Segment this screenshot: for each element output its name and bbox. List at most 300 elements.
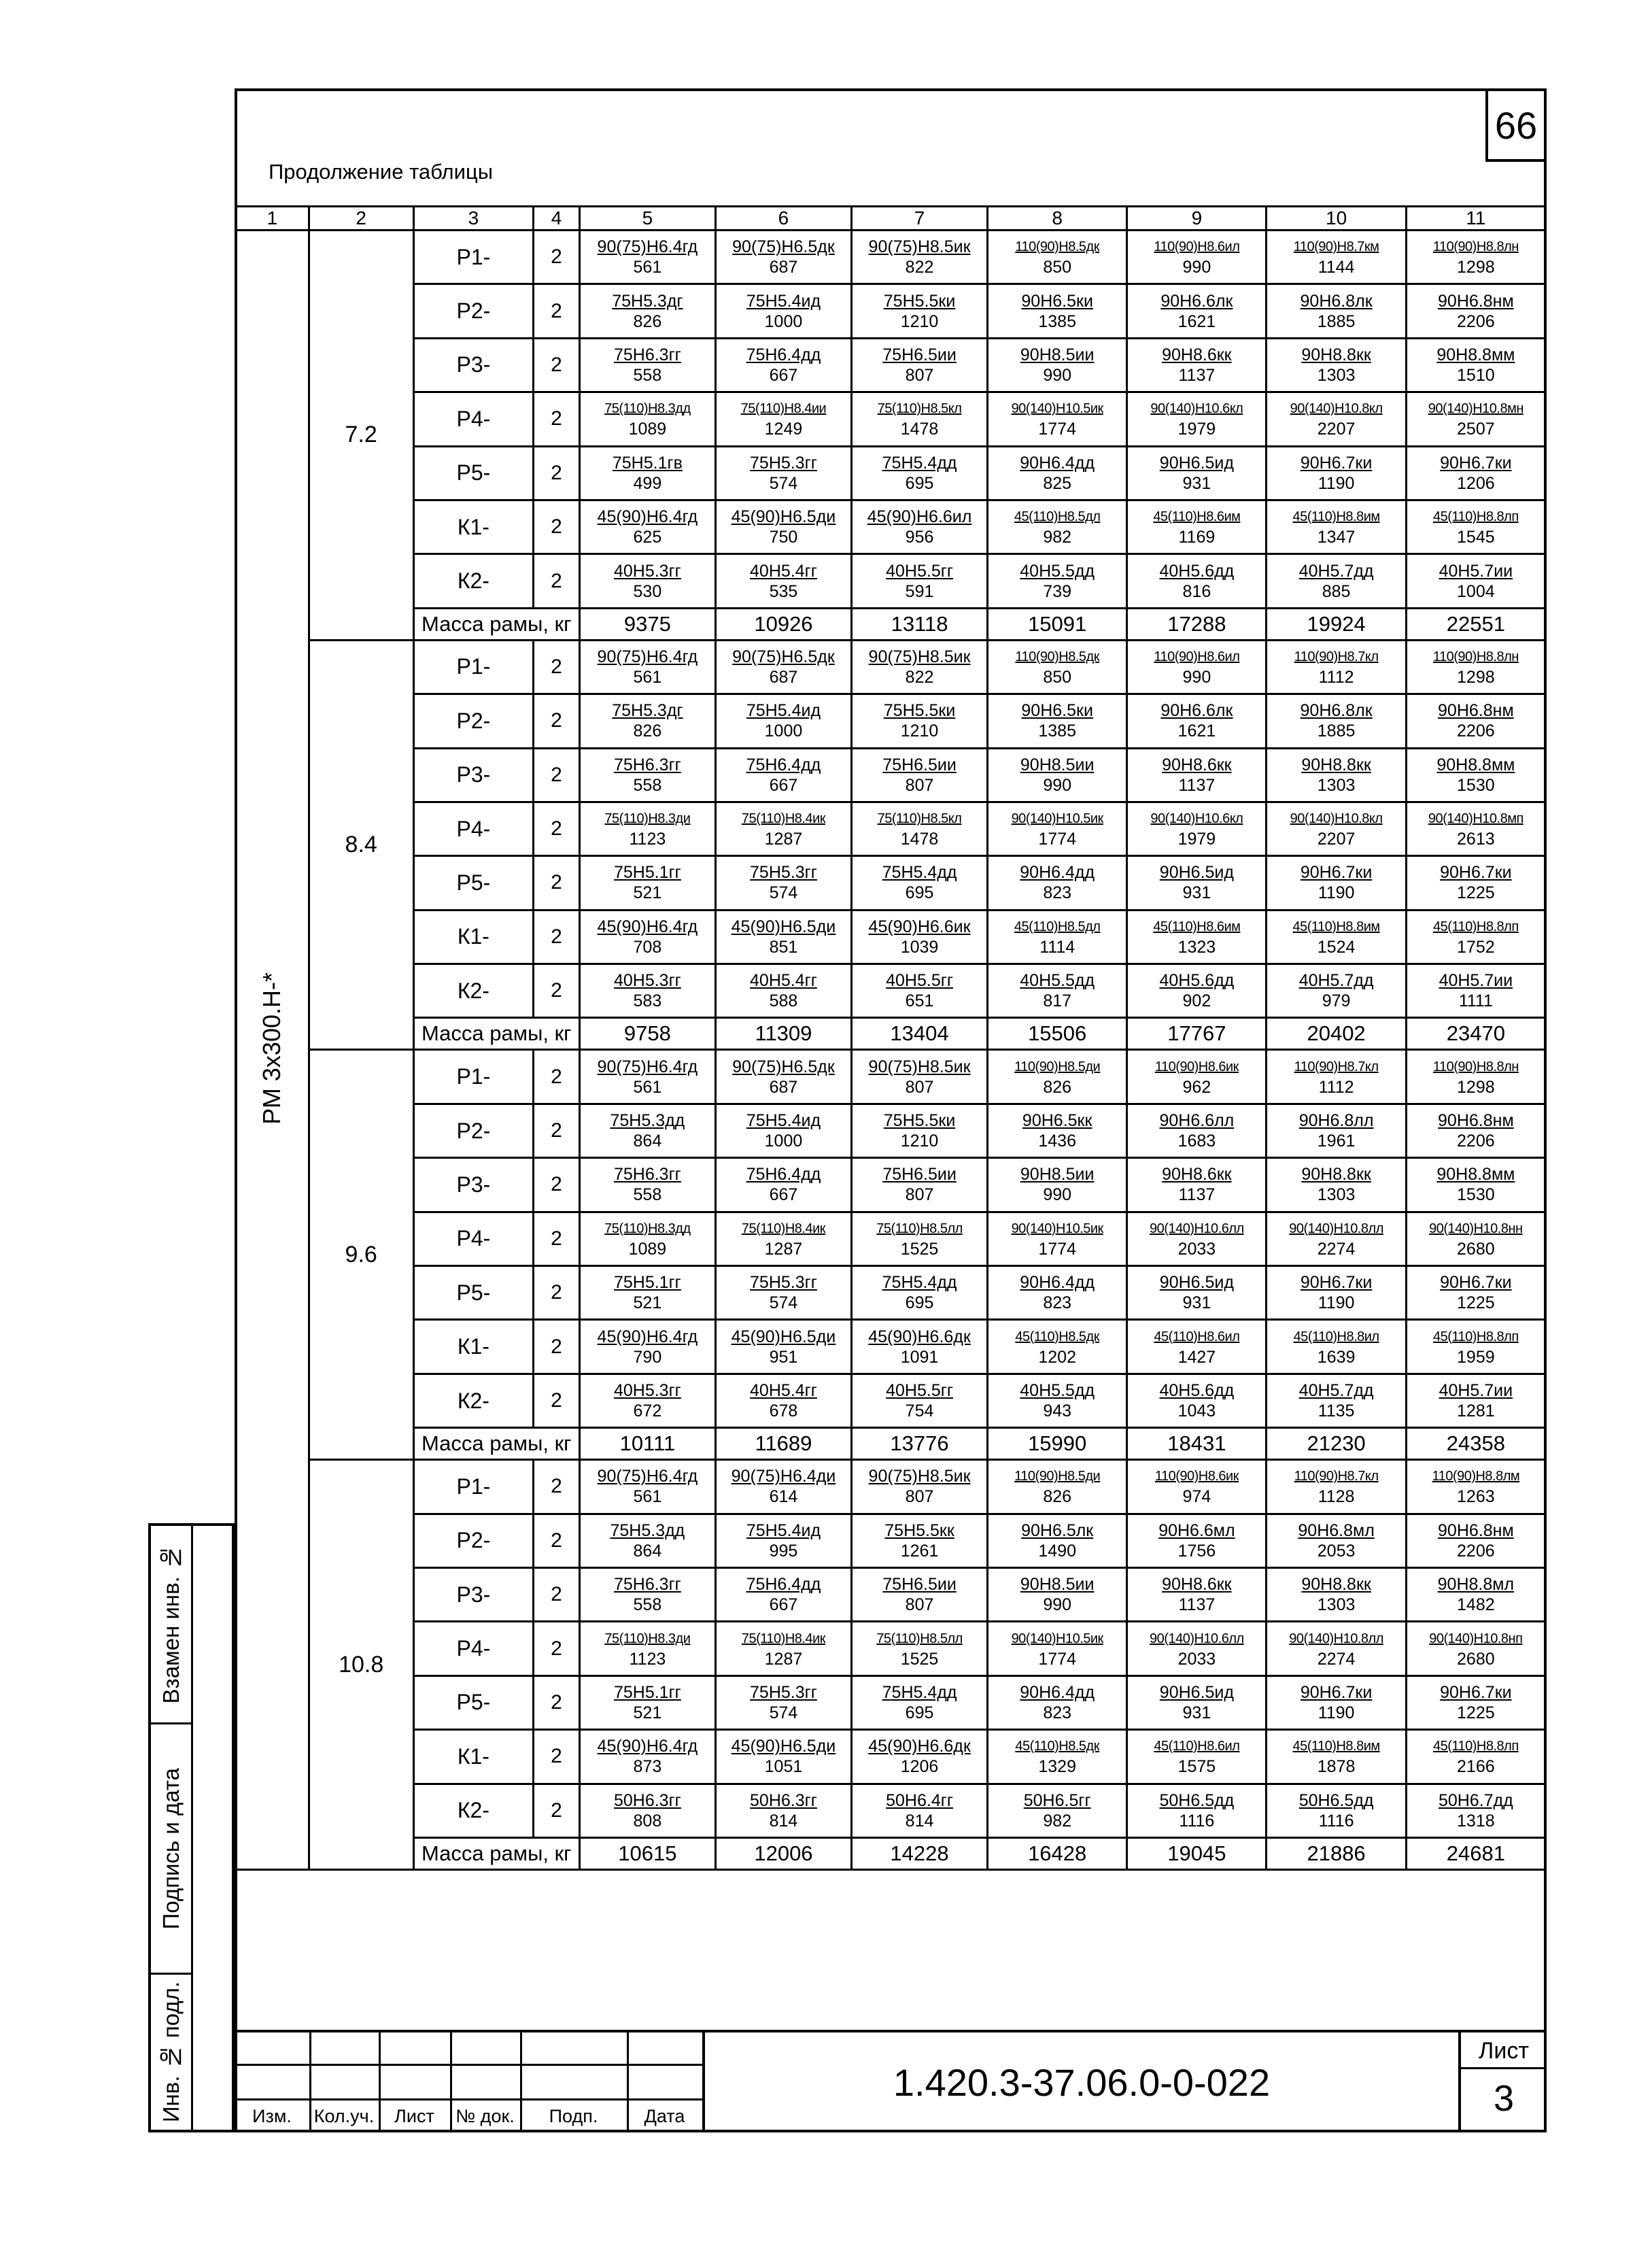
table-cell xyxy=(715,554,851,608)
element-weight: 990 xyxy=(1043,1185,1072,1205)
element-weight: 1135 xyxy=(1318,1401,1355,1420)
element-code: 45(110)Н8.6ил xyxy=(1154,1739,1240,1754)
element-weight: 754 xyxy=(905,1401,934,1420)
element-code: 75Н6.4дд xyxy=(746,345,821,364)
table-row xyxy=(236,392,1546,446)
table-cell xyxy=(1267,1104,1406,1157)
table-cell xyxy=(1267,1567,1406,1621)
table-cell xyxy=(579,1212,715,1265)
element-code: 110(90)Н8.5дк xyxy=(1015,239,1099,255)
element-code: 90(75)Н6.4гд xyxy=(597,1057,698,1076)
element-mark: Р2- xyxy=(413,694,533,748)
element-mark: Р5- xyxy=(413,1675,533,1729)
table-cell xyxy=(1267,1320,1406,1374)
element-weight: 1089 xyxy=(628,420,667,439)
element-code: 75Н6.4дд xyxy=(746,1165,821,1185)
element-weight: 1169 xyxy=(1178,528,1216,547)
element-weight: 1482 xyxy=(1457,1595,1495,1615)
element-weight: 1225 xyxy=(1457,883,1495,903)
table-cell xyxy=(988,1784,1127,1837)
table-cell xyxy=(852,1675,988,1729)
element-code: 90Н8.5ии xyxy=(1020,1165,1095,1185)
element-weight: 558 xyxy=(633,775,662,795)
element-weight: 1112 xyxy=(1318,1077,1354,1097)
element-code: 40Н5.3гг xyxy=(613,561,681,581)
element-weight: 561 xyxy=(633,1487,662,1507)
element-code: 45(110)Н8.5дл xyxy=(1014,919,1101,934)
element-code: 40Н5.7ии xyxy=(1439,561,1513,581)
element-code: 45(90)Н6.4гд xyxy=(597,917,698,936)
table-cell xyxy=(1406,1675,1545,1729)
element-code: 45(110)Н8.8лп xyxy=(1432,919,1519,934)
element-mark: К1- xyxy=(413,1320,533,1374)
element-code: 90Н6.4дд xyxy=(1020,1273,1095,1293)
table-row xyxy=(236,1050,1546,1104)
element-weight: 521 xyxy=(633,1293,662,1313)
element-weight: 990 xyxy=(1182,258,1211,277)
element-code: 40Н5.7дд xyxy=(1298,1381,1374,1400)
table-cell xyxy=(715,964,851,1018)
table-cell xyxy=(715,694,851,748)
element-mark: Р3- xyxy=(413,338,533,392)
element-code: 90Н6.5ид xyxy=(1159,1273,1234,1293)
table-cell xyxy=(852,392,988,446)
element-weight: 1979 xyxy=(1177,830,1216,849)
element-code: 90(75)Н8.5ик xyxy=(868,1057,971,1076)
mass-value: 13404 xyxy=(852,1018,988,1050)
element-quantity: 2 xyxy=(534,1675,580,1729)
element-code: 45(110)Н8.8лп xyxy=(1432,1739,1519,1754)
element-quantity: 2 xyxy=(534,910,580,964)
element-weight: 1885 xyxy=(1317,311,1356,331)
element-code: 75Н5.3гг xyxy=(750,863,817,883)
table-cell xyxy=(1127,338,1267,392)
element-code: 90Н6.7ки xyxy=(1440,1682,1512,1702)
element-weight: 1206 xyxy=(1457,473,1495,493)
element-code: 90Н6.7ки xyxy=(1300,453,1373,473)
tb-label-data: Дата xyxy=(644,2106,685,2126)
element-code: 110(90)Н8.6ил xyxy=(1154,239,1240,255)
table-cell xyxy=(1127,748,1267,802)
table-cell xyxy=(1127,856,1267,910)
element-code: 90Н6.7ки xyxy=(1440,1273,1512,1293)
element-weight: 667 xyxy=(769,775,798,795)
element-code: 45(110)Н8.6им xyxy=(1153,919,1241,934)
table-cell xyxy=(852,1514,988,1567)
element-weight: 1525 xyxy=(900,1239,939,1259)
element-code: 90Н8.8мм xyxy=(1436,345,1515,364)
table-cell xyxy=(852,446,988,500)
element-code: 75Н6.3гг xyxy=(613,1575,681,1595)
table-cell xyxy=(1127,964,1267,1018)
element-weight: 1385 xyxy=(1038,721,1076,741)
element-code: 75Н6.5ии xyxy=(882,1575,957,1595)
element-quantity: 2 xyxy=(534,1374,580,1427)
element-code: 75Н5.1гг xyxy=(613,1682,681,1702)
element-quantity: 2 xyxy=(534,500,580,554)
mass-value: 22551 xyxy=(1406,608,1545,640)
table-cell xyxy=(579,1460,715,1514)
element-code: 75Н5.1гг xyxy=(613,863,681,883)
element-code: 40Н5.4гг xyxy=(750,971,817,991)
element-weight: 1089 xyxy=(628,1239,667,1259)
mass-value: 9758 xyxy=(579,1018,715,1050)
element-weight: 1000 xyxy=(764,311,803,331)
element-code: 75(110)Н8.3дд xyxy=(604,1221,691,1236)
element-code: 45(90)Н6.5ди xyxy=(731,917,836,936)
element-weight: 2207 xyxy=(1317,420,1356,439)
table-row xyxy=(236,748,1546,802)
table-cell xyxy=(1127,1212,1267,1265)
table-cell xyxy=(1127,231,1267,284)
side-stamp-divider xyxy=(191,1526,193,2130)
element-weight: 807 xyxy=(905,365,934,385)
element-weight: 1190 xyxy=(1318,1293,1355,1313)
mass-value: 12006 xyxy=(715,1837,851,1869)
header-col-number: 6 xyxy=(715,207,851,231)
element-code: 110(90)Н8.5ди xyxy=(1014,1469,1101,1484)
table-cell xyxy=(1267,231,1406,284)
element-code: 50Н6.3гг xyxy=(750,1790,817,1810)
table-cell xyxy=(852,500,988,554)
element-code: 75(110)Н8.4ик xyxy=(741,1631,826,1646)
element-weight: 1249 xyxy=(764,420,803,439)
element-code: 90Н6.5ид xyxy=(1159,1682,1234,1702)
table-cell xyxy=(1406,1212,1545,1265)
mass-value: 24358 xyxy=(1406,1428,1545,1460)
element-code: 90(140)Н10.8нн xyxy=(1429,1221,1523,1236)
element-weight: 1137 xyxy=(1178,775,1216,795)
element-code: 40Н5.7ии xyxy=(1439,1381,1513,1400)
table-cell xyxy=(852,1266,988,1320)
element-weight: 1287 xyxy=(764,830,803,849)
element-mark: Р4- xyxy=(413,1622,533,1675)
table-cell xyxy=(1267,1050,1406,1104)
element-weight: 2507 xyxy=(1457,420,1495,439)
mass-value: 17767 xyxy=(1127,1018,1267,1050)
table-row xyxy=(236,231,1546,284)
element-code: 90Н8.8мм xyxy=(1436,755,1515,775)
element-code: 90Н8.6кк xyxy=(1162,1165,1232,1185)
mass-value: 15506 xyxy=(988,1018,1127,1050)
element-weight: 739 xyxy=(1043,581,1072,601)
element-code: 40Н5.3гг xyxy=(613,971,681,991)
element-weight: 1263 xyxy=(1457,1487,1495,1507)
table-cell xyxy=(852,1374,988,1427)
header-col-number: 5 xyxy=(579,207,715,231)
table-cell xyxy=(1267,1266,1406,1320)
element-weight: 1885 xyxy=(1317,721,1356,741)
element-weight: 687 xyxy=(769,667,798,687)
element-quantity: 2 xyxy=(534,1050,580,1104)
mass-value: 10926 xyxy=(715,608,851,640)
table-cell xyxy=(1127,1675,1267,1729)
table-cell xyxy=(579,856,715,910)
table-row xyxy=(236,554,1546,608)
element-code: 40Н5.6дд xyxy=(1159,971,1235,991)
element-code: 75(110)Н8.5кл xyxy=(877,811,962,827)
element-mark: К2- xyxy=(413,554,533,608)
element-weight: 1347 xyxy=(1317,528,1356,547)
element-code: 90(140)Н10.5ик xyxy=(1011,1221,1103,1236)
element-weight: 1318 xyxy=(1457,1811,1495,1831)
table-cell xyxy=(1127,694,1267,748)
element-weight: 687 xyxy=(769,1077,798,1097)
element-weight: 1478 xyxy=(900,420,939,439)
mass-value: 11309 xyxy=(715,1018,851,1050)
table-cell xyxy=(1127,1567,1267,1621)
element-weight: 1112 xyxy=(1318,667,1354,687)
table-cell xyxy=(1406,1050,1545,1104)
element-quantity: 2 xyxy=(534,392,580,446)
element-weight: 574 xyxy=(769,1703,798,1722)
header-col-number: 10 xyxy=(1267,207,1406,231)
element-weight: 962 xyxy=(1182,1077,1211,1097)
element-weight: 2274 xyxy=(1317,1239,1356,1259)
table-cell xyxy=(988,1730,1127,1784)
element-weight: 902 xyxy=(1182,991,1211,1011)
element-weight: 1287 xyxy=(764,1239,803,1259)
element-code: 45(90)Н6.6дк xyxy=(868,1737,971,1756)
element-code: 45(90)Н6.4гд xyxy=(597,507,698,527)
table-cell xyxy=(1127,1784,1267,1837)
element-code: 90Н8.8мм xyxy=(1436,1165,1515,1185)
table-cell xyxy=(715,1050,851,1104)
element-code: 90(140)Н10.8мп xyxy=(1428,811,1524,827)
table-cell xyxy=(715,1675,851,1729)
table-row xyxy=(236,910,1546,964)
element-weight: 667 xyxy=(769,365,798,385)
element-code: 75Н6.5ии xyxy=(882,755,957,775)
element-mark: Р1- xyxy=(413,640,533,694)
element-code: 110(90)Н8.5ди xyxy=(1014,1059,1101,1074)
element-quantity: 2 xyxy=(534,1784,580,1837)
table-cell xyxy=(1267,1622,1406,1675)
table-cell xyxy=(988,1567,1127,1621)
element-code: 90Н8.8кк xyxy=(1301,345,1371,364)
header-number-row xyxy=(236,207,1546,231)
element-weight: 979 xyxy=(1322,991,1351,1011)
element-weight: 823 xyxy=(1043,883,1072,903)
table-cell xyxy=(1406,1514,1545,1567)
table-cell xyxy=(1267,1158,1406,1212)
element-weight: 667 xyxy=(769,1595,798,1615)
element-weight: 1524 xyxy=(1317,937,1356,957)
table-cell xyxy=(715,1514,851,1567)
element-code: 75Н5.1гг xyxy=(613,1273,681,1293)
element-code: 75Н6.5ии xyxy=(882,345,957,364)
table-cell xyxy=(1406,910,1545,964)
mass-label: Масса рамы, кг xyxy=(413,608,579,640)
table-cell xyxy=(715,1784,851,1837)
table-cell xyxy=(852,1567,988,1621)
element-code: 90Н6.6лк xyxy=(1160,291,1233,311)
element-code: 110(90)Н8.6ик xyxy=(1154,1059,1239,1074)
element-weight: 1137 xyxy=(1178,1595,1216,1615)
table-cell xyxy=(852,1050,988,1104)
table-cell xyxy=(1267,284,1406,338)
element-weight: 1510 xyxy=(1457,365,1495,385)
element-code: 90Н6.8лк xyxy=(1300,291,1373,311)
element-weight: 1190 xyxy=(1318,1703,1355,1722)
table-cell xyxy=(1267,554,1406,608)
element-code: 75Н5.4дд xyxy=(882,453,957,473)
element-code: 90Н6.5ки xyxy=(1021,291,1093,311)
element-weight: 823 xyxy=(1043,1703,1072,1722)
element-code: 75Н5.3дг xyxy=(612,701,683,721)
mass-value: 21230 xyxy=(1267,1428,1406,1460)
table-cell xyxy=(1406,231,1545,284)
element-weight: 1111 xyxy=(1458,991,1493,1011)
table-cell xyxy=(1267,964,1406,1018)
table-cell xyxy=(1267,856,1406,910)
element-mark: Р5- xyxy=(413,856,533,910)
tb-label-podp: Подп. xyxy=(549,2106,598,2126)
element-weight: 814 xyxy=(769,1811,798,1831)
element-code: 45(110)Н8.8ил xyxy=(1293,1329,1379,1344)
table-cell xyxy=(579,1374,715,1427)
element-code: 75(110)Н8.5лл xyxy=(876,1221,963,1236)
element-weight: 823 xyxy=(1043,1293,1072,1313)
element-weight: 521 xyxy=(633,1703,662,1722)
table-cell xyxy=(579,1675,715,1729)
element-code: 110(90)Н8.8лм xyxy=(1432,1469,1520,1484)
table-cell xyxy=(579,338,715,392)
element-code: 90Н6.6лл xyxy=(1159,1111,1235,1131)
mass-value: 18431 xyxy=(1127,1428,1267,1460)
element-code: 75Н5.3дд xyxy=(610,1111,685,1131)
header-col-number: 4 xyxy=(534,207,580,231)
sheet-label: Лист xyxy=(1479,2038,1529,2064)
element-weight: 1961 xyxy=(1317,1131,1356,1151)
side-cell-replace-inv xyxy=(151,1526,191,1724)
table-row xyxy=(236,694,1546,748)
table-cell xyxy=(852,1104,988,1157)
table-cell xyxy=(1406,1374,1545,1427)
element-weight: 1128 xyxy=(1318,1487,1355,1507)
tb-label-list: Лист xyxy=(394,2106,434,2126)
element-code: 45(110)Н8.8лп xyxy=(1432,509,1519,525)
table-cell xyxy=(715,640,851,694)
element-code: 40Н5.5гг xyxy=(886,1381,953,1400)
mass-value: 11689 xyxy=(715,1428,851,1460)
element-weight: 931 xyxy=(1182,883,1211,903)
table-cell xyxy=(852,910,988,964)
table-cell xyxy=(852,1622,988,1675)
element-weight: 1116 xyxy=(1179,1811,1215,1831)
table-row xyxy=(236,284,1546,338)
element-weight: 1427 xyxy=(1177,1347,1216,1367)
element-weight: 1000 xyxy=(764,721,803,741)
table-cell xyxy=(1406,1104,1545,1157)
element-weight: 1683 xyxy=(1177,1131,1216,1151)
mass-value: 14228 xyxy=(852,1837,988,1869)
element-weight: 2206 xyxy=(1457,1131,1495,1151)
element-code: 45(90)Н6.6ил xyxy=(867,507,972,527)
element-weight: 807 xyxy=(905,1487,934,1507)
element-code: 40Н5.4гг xyxy=(750,561,817,581)
table-cell xyxy=(852,1320,988,1374)
table-cell xyxy=(715,1730,851,1784)
table-cell xyxy=(852,1158,988,1212)
table-cell xyxy=(579,284,715,338)
table-cell xyxy=(715,748,851,802)
element-weight: 951 xyxy=(769,1347,798,1367)
table-cell xyxy=(1406,748,1545,802)
element-weight: 826 xyxy=(633,721,662,741)
table-row xyxy=(236,1266,1546,1320)
element-code: 45(110)Н8.5дл xyxy=(1014,509,1101,525)
mass-value: 13776 xyxy=(852,1428,988,1460)
element-weight: 558 xyxy=(633,1185,662,1205)
element-weight: 850 xyxy=(1043,258,1072,277)
table-cell xyxy=(1267,446,1406,500)
element-quantity: 2 xyxy=(534,231,580,284)
element-code: 75(110)Н8.3ди xyxy=(604,1631,691,1646)
table-row xyxy=(236,1675,1546,1729)
height-cell: 10.8 xyxy=(309,1460,413,1870)
element-mark: Р4- xyxy=(413,1212,533,1265)
element-quantity: 2 xyxy=(534,284,580,338)
element-weight: 535 xyxy=(769,581,798,601)
element-weight: 1206 xyxy=(900,1757,939,1777)
element-weight: 2207 xyxy=(1317,830,1356,849)
table-cell xyxy=(1267,500,1406,554)
table-cell xyxy=(988,1104,1127,1157)
table-cell xyxy=(988,446,1127,500)
element-weight: 1303 xyxy=(1317,365,1356,385)
element-code: 75Н6.5ии xyxy=(882,1165,957,1185)
element-quantity: 2 xyxy=(534,1730,580,1784)
mass-value: 16428 xyxy=(988,1837,1127,1869)
side-label-inv-orig: Инв. № подл. xyxy=(158,1981,184,2123)
table-cell xyxy=(1267,1675,1406,1729)
table-cell xyxy=(852,231,988,284)
table-cell xyxy=(579,748,715,802)
element-quantity: 2 xyxy=(534,1514,580,1567)
element-weight: 672 xyxy=(633,1401,662,1420)
element-weight: 2274 xyxy=(1317,1649,1356,1669)
table-cell xyxy=(1127,1374,1267,1427)
element-code: 90Н6.5лк xyxy=(1021,1520,1094,1540)
element-code: 45(110)Н8.5дк xyxy=(1015,1329,1099,1344)
table-row xyxy=(236,1374,1546,1427)
table-row xyxy=(236,1784,1546,1837)
element-code: 90Н6.5ид xyxy=(1159,453,1234,473)
table-cell xyxy=(579,1622,715,1675)
table-cell xyxy=(1267,1460,1406,1514)
element-code: 110(90)Н8.8лн xyxy=(1432,649,1519,664)
element-weight: 790 xyxy=(633,1347,662,1367)
element-weight: 1329 xyxy=(1038,1757,1076,1777)
element-mark: Р2- xyxy=(413,284,533,338)
element-weight: 931 xyxy=(1182,473,1211,493)
element-code: 110(90)Н8.8лн xyxy=(1432,1059,1519,1074)
table-cell xyxy=(715,1567,851,1621)
sheet-number: 3 xyxy=(1493,2078,1515,2119)
element-code: 40Н5.7ии xyxy=(1439,971,1513,991)
element-code: 90Н6.5ид xyxy=(1159,863,1234,883)
table-cell xyxy=(579,694,715,748)
element-weight: 1004 xyxy=(1457,581,1495,601)
element-mark: Р2- xyxy=(413,1104,533,1157)
element-code: 75Н5.5ки xyxy=(883,291,956,311)
table-cell xyxy=(1127,554,1267,608)
element-code: 75Н5.4дд xyxy=(882,1273,957,1293)
element-code: 110(90)Н8.6ил xyxy=(1154,649,1240,664)
element-code: 45(110)Н8.8им xyxy=(1292,509,1380,525)
element-mark: Р3- xyxy=(413,748,533,802)
